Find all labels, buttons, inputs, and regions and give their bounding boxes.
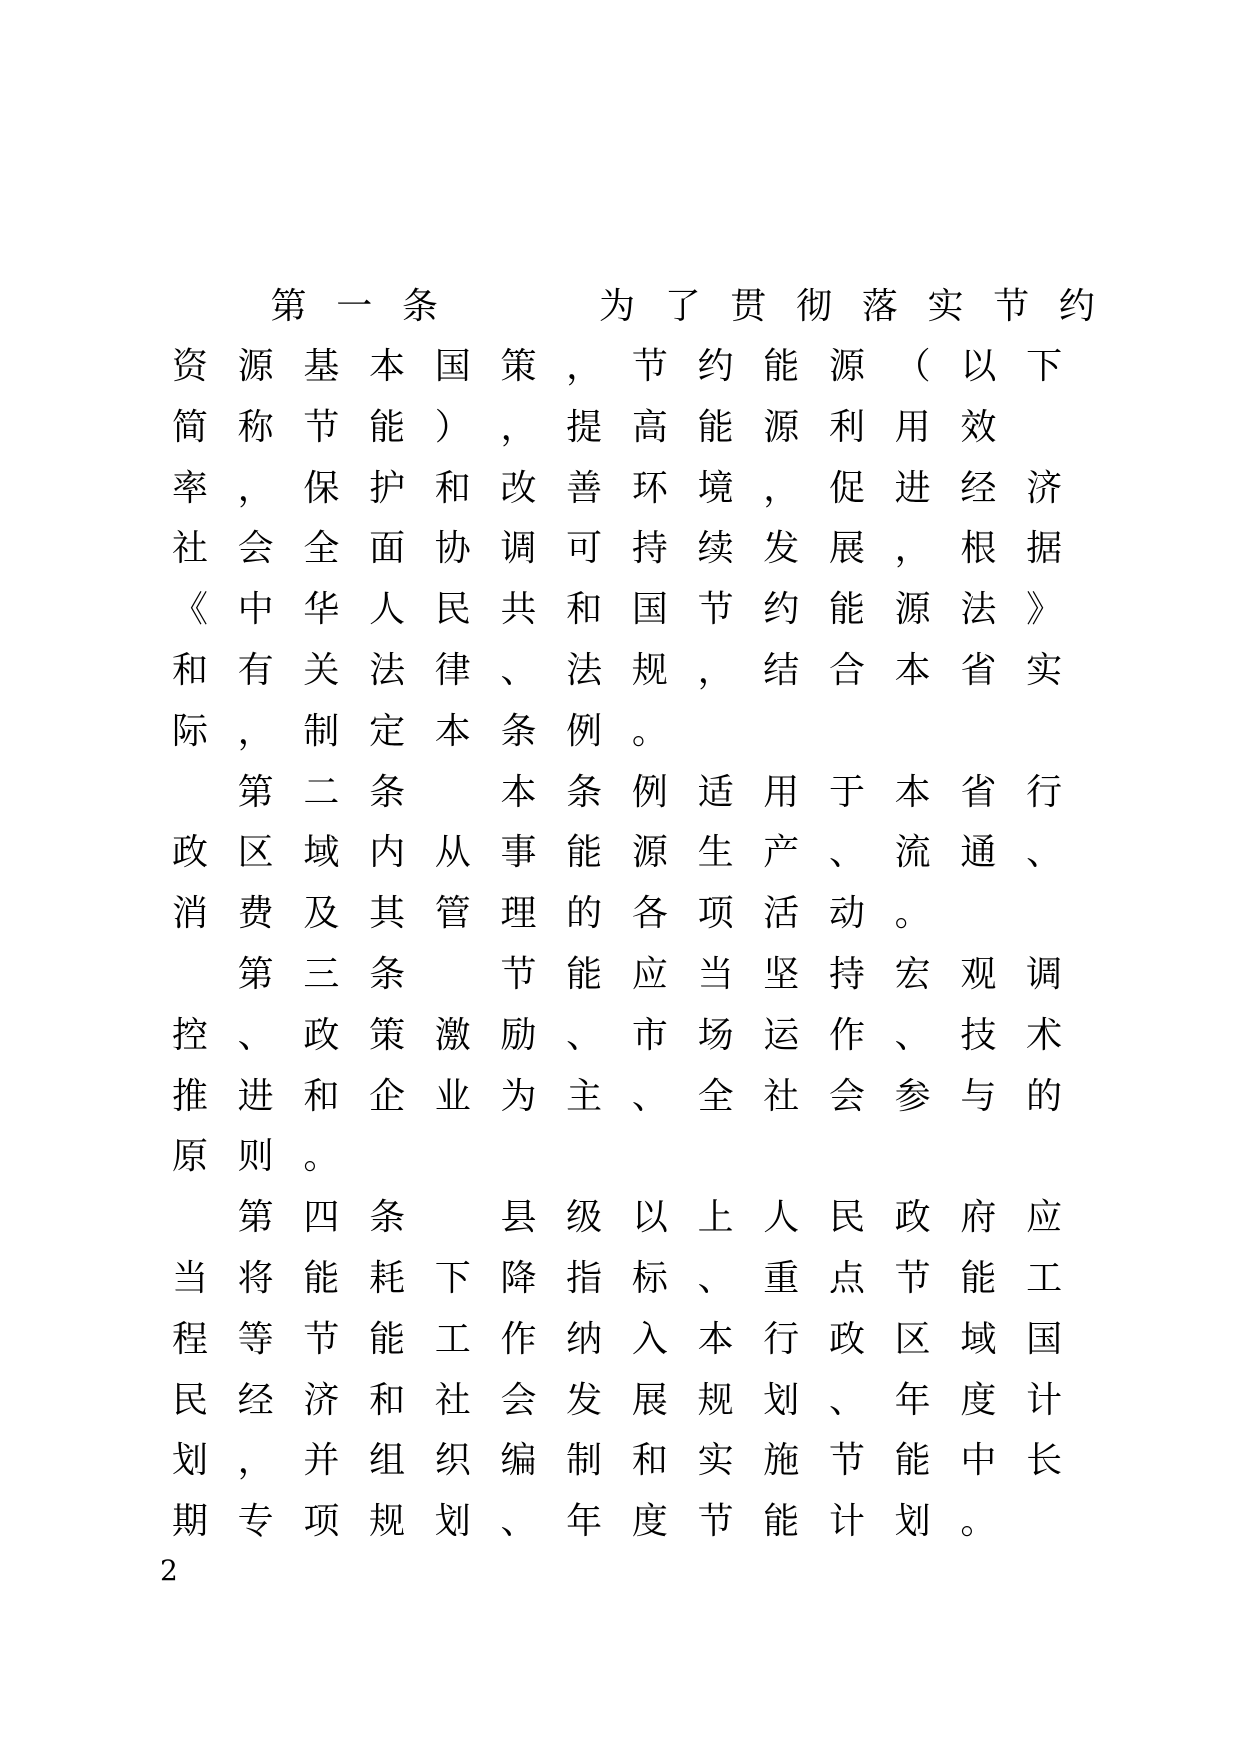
text-char: 可 [566, 528, 603, 570]
text-char: 节 [303, 1318, 340, 1360]
text-char: ， [237, 1440, 274, 1482]
text-char: ， [237, 710, 274, 752]
text-line [160, 1371, 1063, 1432]
text-char: 理 [500, 893, 537, 935]
text-char: 《 [171, 589, 208, 631]
text-line [160, 277, 1095, 337]
text-char: 行 [763, 1318, 800, 1360]
text-char: 条 [369, 953, 406, 995]
text-char: 共 [500, 589, 537, 631]
text-char: ， [237, 467, 274, 509]
text-char: 消 [171, 893, 208, 935]
text-char: 其 [369, 893, 406, 935]
text-char: 作 [828, 1014, 865, 1056]
text-char: 环 [631, 467, 668, 509]
text-char: 上 [697, 1197, 734, 1239]
text-char: 下 [1026, 346, 1063, 387]
text-char: 划 [894, 1501, 931, 1543]
text-char: 和 [303, 1075, 340, 1117]
text-char: 业 [434, 1075, 471, 1117]
text-char: 项 [303, 1501, 340, 1543]
text-char: 计 [828, 1501, 865, 1543]
text-char: 、 [1026, 832, 1063, 874]
text-char: 策 [500, 346, 537, 387]
text-char: 民 [434, 589, 471, 631]
text-char: 济 [303, 1379, 340, 1421]
text-char: 指 [566, 1257, 603, 1299]
text-char: 面 [369, 528, 406, 570]
text-char: 社 [171, 528, 208, 570]
text-char: 入 [631, 1318, 668, 1360]
text-char: 能 [566, 832, 603, 874]
text-char: 约 [1058, 286, 1095, 327]
text-char: 条 [566, 771, 603, 813]
text-char: 节 [631, 346, 668, 387]
text-char: 律 [434, 649, 471, 691]
text-char: 项 [697, 893, 734, 935]
text-char: 条 [500, 710, 537, 752]
text-line [160, 459, 1063, 520]
text-char: 和 [369, 1379, 406, 1421]
text-char: 节 [894, 1257, 931, 1299]
text-char: 从 [434, 832, 471, 874]
text-char: 区 [894, 1318, 931, 1360]
text-line [160, 1310, 1063, 1371]
text-char: 、 [631, 1075, 668, 1117]
text-char: 落 [861, 286, 898, 327]
text-char: 资 [171, 346, 208, 387]
text-char: 提 [566, 406, 603, 448]
text-char: 当 [697, 953, 734, 995]
text-char: 节 [697, 1501, 734, 1543]
text-char: 织 [434, 1440, 471, 1482]
text-char: 、 [500, 1501, 537, 1543]
text-char: 。 [960, 1501, 997, 1543]
text-char: 激 [434, 1014, 471, 1056]
text-char: 法 [566, 649, 603, 691]
text-char: 境 [697, 467, 734, 509]
text-char: 源 [894, 589, 931, 631]
text-char: 据 [1026, 528, 1063, 570]
text-char: 、 [828, 1379, 865, 1421]
text-char: 计 [1026, 1379, 1063, 1421]
text-char: 组 [369, 1440, 406, 1482]
text-char: 术 [1026, 1014, 1063, 1056]
text-char: ） [434, 406, 471, 448]
text-line [160, 1492, 1060, 1553]
regulation-text [160, 277, 1095, 1553]
text-char: 第 [237, 1197, 274, 1239]
text-char: 例 [631, 771, 668, 813]
text-char: 彻 [796, 286, 833, 327]
text-char: 政 [894, 1197, 931, 1239]
text-char: 耗 [369, 1257, 406, 1299]
text-char: 、 [828, 832, 865, 874]
text-char [423, 1188, 483, 1249]
text-char: 推 [171, 1075, 208, 1117]
text-char: 域 [303, 832, 340, 874]
text-char: 能 [763, 1501, 800, 1543]
text-char: 社 [763, 1075, 800, 1117]
text-char: 长 [1026, 1440, 1063, 1482]
text-char: 年 [894, 1379, 931, 1421]
text-char: 源 [237, 346, 274, 387]
text-char: 管 [434, 893, 471, 935]
text-char: 政 [303, 1014, 340, 1056]
text-char: 根 [960, 528, 997, 570]
text-char: 发 [566, 1379, 603, 1421]
text-char: 省 [960, 649, 997, 691]
text-char: 调 [1026, 953, 1063, 995]
text-char: 下 [434, 1257, 471, 1299]
text-char: 国 [434, 346, 471, 387]
text-char: 展 [828, 528, 865, 570]
text-char: 》 [1026, 589, 1063, 631]
text-char: 例 [566, 710, 603, 752]
text-char: 和 [434, 467, 471, 509]
text-char: 宏 [894, 953, 931, 995]
text-char: 制 [303, 710, 340, 752]
text-char: （ [894, 346, 931, 387]
text-char: 、 [237, 1014, 274, 1056]
page-number: 2 [160, 1554, 178, 1587]
text-char: 政 [171, 832, 208, 874]
text-char: 源 [763, 406, 800, 448]
text-char: 展 [631, 1379, 668, 1421]
text-char: 规 [631, 649, 668, 691]
text-char: 制 [566, 1440, 603, 1482]
text-char: 划 [434, 1501, 471, 1543]
text-char [423, 763, 483, 824]
text-char: 称 [237, 406, 274, 448]
text-char: 能 [828, 589, 865, 631]
text-char: 本 [434, 710, 471, 752]
text-char: 费 [237, 893, 274, 935]
text-char: 二 [303, 771, 340, 813]
text-char: 企 [369, 1075, 406, 1117]
text-char: 能 [763, 346, 800, 387]
text-line [160, 641, 1063, 702]
text-char: 会 [237, 528, 274, 570]
text-char: 流 [894, 832, 931, 874]
text-char: 节 [500, 953, 537, 995]
text-char: 生 [697, 832, 734, 874]
text-char: 民 [828, 1197, 865, 1239]
text-char: 关 [303, 649, 340, 691]
text-char: 保 [303, 467, 340, 509]
text-char: 政 [828, 1318, 865, 1360]
text-line [160, 1431, 1063, 1492]
text-char: 人 [763, 1197, 800, 1239]
text-char: 的 [566, 893, 603, 935]
text-char: 善 [566, 467, 603, 509]
text-char: 第 [270, 286, 307, 327]
text-line [160, 1127, 1060, 1188]
text-char: 源 [828, 346, 865, 387]
text-char: 结 [763, 649, 800, 691]
text-char: 全 [303, 528, 340, 570]
text-char: ， [763, 467, 800, 509]
text-char: 市 [631, 1014, 668, 1056]
text-char: 简 [171, 406, 208, 448]
text-char: 华 [303, 589, 340, 631]
text-char: ， [697, 649, 734, 691]
text-char: 第 [237, 771, 274, 813]
text-char: 经 [960, 467, 997, 509]
text-char: 重 [763, 1257, 800, 1299]
text-char: 率 [171, 467, 208, 509]
text-char: 则 [237, 1136, 274, 1178]
text-char: 三 [303, 953, 340, 995]
text-char: 策 [369, 1014, 406, 1056]
text-char: 贯 [730, 286, 767, 327]
text-char: 能 [369, 406, 406, 448]
text-char: 等 [237, 1318, 274, 1360]
text-char: 会 [500, 1379, 537, 1421]
text-char: 规 [369, 1501, 406, 1543]
text-char: 坚 [763, 953, 800, 995]
text-char: 能 [369, 1318, 406, 1360]
text-char: 度 [631, 1501, 668, 1543]
text-char: 期 [171, 1501, 208, 1543]
text-char: 节 [697, 589, 734, 631]
text-char: 能 [960, 1257, 997, 1299]
text-char: 专 [237, 1501, 274, 1543]
text-char: 应 [631, 953, 668, 995]
text-char: 国 [631, 589, 668, 631]
text-char: 本 [500, 771, 537, 813]
text-char: 经 [237, 1379, 274, 1421]
text-char: 编 [500, 1440, 537, 1482]
text-line [160, 763, 1063, 824]
text-char: 以 [631, 1197, 668, 1239]
text-char: 中 [960, 1440, 997, 1482]
text-char: 基 [303, 346, 340, 387]
text-char: 各 [631, 893, 668, 935]
text-line [160, 1188, 1063, 1249]
text-char: 和 [171, 649, 208, 691]
text-char: 动 [828, 893, 865, 935]
text-char: 原 [171, 1136, 208, 1178]
text-char: 年 [566, 1501, 603, 1543]
text-char: 节 [993, 286, 1030, 327]
text-char: 与 [960, 1075, 997, 1117]
text-char: ， [566, 346, 603, 387]
text-char: 用 [763, 771, 800, 813]
text-char: 和 [566, 589, 603, 631]
text-char: 民 [171, 1379, 208, 1421]
text-char: 全 [697, 1075, 734, 1117]
text-char: 持 [631, 528, 668, 570]
text-char: 程 [171, 1318, 208, 1360]
text-char: 济 [1026, 467, 1063, 509]
text-char: 促 [828, 467, 865, 509]
text-char: ， [500, 406, 537, 448]
text-char: 高 [631, 406, 668, 448]
text-char: 社 [434, 1379, 471, 1421]
text-char: 了 [664, 286, 701, 327]
text-char: 技 [960, 1014, 997, 1056]
text-char: 、 [894, 1014, 931, 1056]
text-char: 效 [960, 406, 997, 448]
text-char: 节 [303, 406, 340, 448]
text-char: 场 [697, 1014, 734, 1056]
text-char: 内 [369, 832, 406, 874]
text-char: 事 [500, 832, 537, 874]
text-char: 县 [500, 1197, 537, 1239]
text-char: 省 [960, 771, 997, 813]
text-char: 利 [828, 406, 865, 448]
text-char: 主 [566, 1075, 603, 1117]
text-char: 人 [369, 589, 406, 631]
text-char: 当 [171, 1257, 208, 1299]
text-char: 参 [894, 1075, 931, 1117]
text-char: 持 [828, 953, 865, 995]
text-char: 一 [336, 286, 373, 327]
text-char: 的 [1026, 1075, 1063, 1117]
text-char: 以 [960, 346, 997, 387]
text-char: 度 [960, 1379, 997, 1421]
text-char: 本 [697, 1318, 734, 1360]
text-line [160, 398, 1060, 459]
text-char: 进 [237, 1075, 274, 1117]
text-char: 条 [401, 286, 438, 327]
text-char: 。 [303, 1136, 340, 1178]
text-char: 约 [763, 589, 800, 631]
text-char: 降 [500, 1257, 537, 1299]
text-char: 划 [171, 1440, 208, 1482]
text-char [423, 945, 483, 1006]
text-char [456, 277, 516, 338]
text-char: 。 [894, 893, 931, 935]
text-char: 、 [566, 1014, 603, 1056]
text-char: 发 [763, 528, 800, 570]
text-line [160, 702, 1060, 763]
text-char: 区 [237, 832, 274, 874]
text-char: 能 [303, 1257, 340, 1299]
text-char: 际 [171, 710, 208, 752]
text-char: 本 [894, 649, 931, 691]
text-line [160, 519, 1063, 580]
text-char: 活 [763, 893, 800, 935]
text-line [160, 945, 1063, 1006]
text-char: 标 [631, 1257, 668, 1299]
text-char: 源 [631, 832, 668, 874]
text-line [160, 1067, 1063, 1128]
text-char: 用 [894, 406, 931, 448]
text-line [160, 580, 1063, 641]
text-char: 划 [763, 1379, 800, 1421]
text-char: 实 [1026, 649, 1063, 691]
text-char: 并 [303, 1440, 340, 1482]
text-char: 工 [434, 1318, 471, 1360]
text-char: 、 [500, 649, 537, 691]
text-char: 四 [303, 1197, 340, 1239]
text-char: 有 [237, 649, 274, 691]
text-char: 作 [500, 1318, 537, 1360]
text-char [521, 277, 581, 338]
text-char: 能 [566, 953, 603, 995]
text-char: 能 [894, 1440, 931, 1482]
text-char: 工 [1026, 1257, 1063, 1299]
text-char: 。 [631, 710, 668, 752]
text-char: 第 [237, 953, 274, 995]
text-char: 协 [434, 528, 471, 570]
text-char: 续 [697, 528, 734, 570]
text-char: 和 [631, 1440, 668, 1482]
text-char: 国 [1026, 1318, 1063, 1360]
text-char: 能 [697, 406, 734, 448]
text-char: 调 [500, 528, 537, 570]
text-char: 本 [894, 771, 931, 813]
text-char: 于 [828, 771, 865, 813]
text-line [160, 1249, 1063, 1310]
text-char: 法 [369, 649, 406, 691]
text-char: 纳 [566, 1318, 603, 1360]
text-char: 运 [763, 1014, 800, 1056]
text-char: 约 [697, 346, 734, 387]
text-line [160, 823, 1063, 884]
text-char: 、 [697, 1257, 734, 1299]
text-char: 条 [369, 771, 406, 813]
text-char: 为 [500, 1075, 537, 1117]
text-line [160, 884, 1060, 945]
text-char: 规 [697, 1379, 734, 1421]
text-char: 府 [960, 1197, 997, 1239]
text-char: 护 [369, 467, 406, 509]
text-char: 合 [828, 649, 865, 691]
text-char: 实 [927, 286, 964, 327]
text-char: 应 [1026, 1197, 1063, 1239]
text-char: 会 [828, 1075, 865, 1117]
text-char: 点 [828, 1257, 865, 1299]
text-char: 中 [237, 589, 274, 631]
text-char: 观 [960, 953, 997, 995]
text-char: 控 [171, 1014, 208, 1056]
text-char: 及 [303, 893, 340, 935]
text-char: 通 [960, 832, 997, 874]
text-char: 法 [960, 589, 997, 631]
text-char: 域 [960, 1318, 997, 1360]
text-char: 定 [369, 710, 406, 752]
text-char: 级 [566, 1197, 603, 1239]
text-char: 施 [763, 1440, 800, 1482]
text-char: 实 [697, 1440, 734, 1482]
text-char: 节 [828, 1440, 865, 1482]
text-line [160, 337, 1063, 398]
text-char: 适 [697, 771, 734, 813]
text-char: 进 [894, 467, 931, 509]
text-char: 将 [237, 1257, 274, 1299]
text-char: 行 [1026, 771, 1063, 813]
text-line [160, 1006, 1063, 1067]
text-char: ， [894, 528, 931, 570]
text-char: 为 [599, 286, 636, 327]
text-char: 本 [369, 346, 406, 387]
text-char: 励 [500, 1014, 537, 1056]
text-char: 产 [763, 832, 800, 874]
text-char: 条 [369, 1197, 406, 1239]
text-char: 改 [500, 467, 537, 509]
